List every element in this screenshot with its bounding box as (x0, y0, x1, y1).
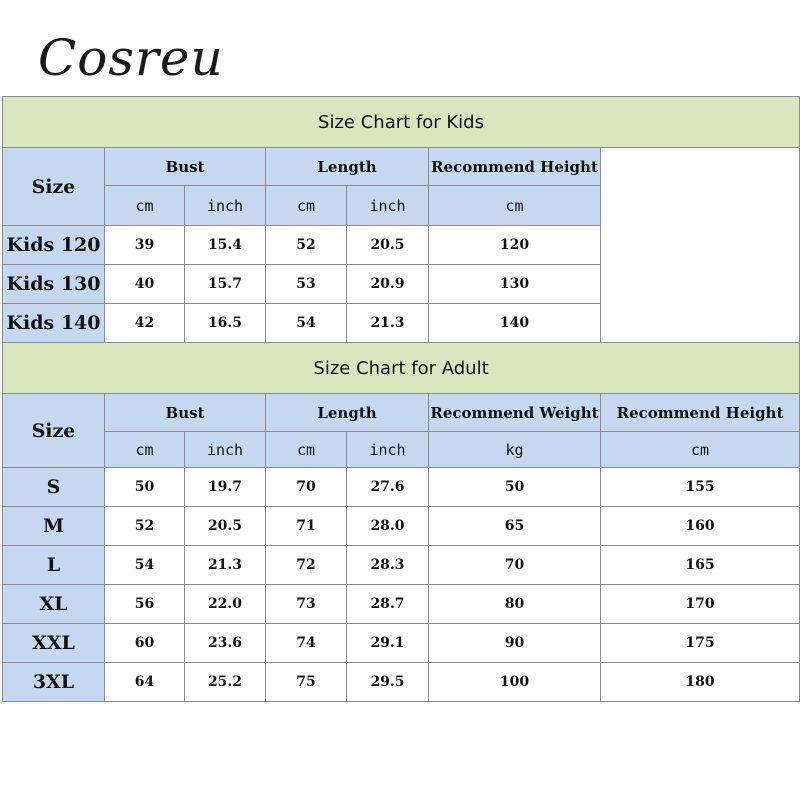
adult-length-inch-cell: 28.7 (347, 585, 429, 624)
kids-bust-header: Bust (105, 148, 266, 186)
adult-length-cm-cell: 70 (266, 468, 347, 507)
kids-title-row (3, 97, 800, 148)
adult-bust-cm-cell: 56 (105, 585, 185, 624)
kids-length-inch-cell: 21.3 (347, 304, 429, 343)
adult-chart-title: Size Chart for Adult (3, 343, 800, 394)
adult-bust-inch-cell: 19.7 (185, 468, 266, 507)
adult-bust-cm-cell: 60 (105, 624, 185, 663)
adult-unit-length-inch: inch (347, 432, 429, 468)
kids-unit-length-inch: inch (347, 186, 429, 226)
adult-length-cm-cell: 71 (266, 507, 347, 546)
adult-length-cm-cell: 72 (266, 546, 347, 585)
adult-unit-bust-inch: inch (185, 432, 266, 468)
adult-bust-cm-cell: 50 (105, 468, 185, 507)
adult-length-cm-cell: 75 (266, 663, 347, 702)
adult-length-inch-cell: 27.6 (347, 468, 429, 507)
adult-weight-cell: 65 (429, 507, 601, 546)
table-row (3, 663, 800, 702)
adult-bust-header: Bust (105, 394, 266, 432)
table-row (3, 546, 800, 585)
adult-bust-inch-cell: 25.2 (185, 663, 266, 702)
adult-weight-cell: 90 (429, 624, 601, 663)
kids-unit-length-cm: cm (266, 186, 347, 226)
adult-bust-inch-cell: 22.0 (185, 585, 266, 624)
adult-weight-cell: 70 (429, 546, 601, 585)
kids-height-header: Recommend Height (429, 148, 601, 186)
adult-bust-inch-cell: 23.6 (185, 624, 266, 663)
adult-size-cell: 3XL (3, 663, 105, 702)
table-row (3, 468, 800, 507)
adult-length-cm-cell: 73 (266, 585, 347, 624)
kids-unit-height: cm (429, 186, 601, 226)
adult-unit-weight: kg (429, 432, 601, 468)
kids-size-cell: Kids 140 (3, 304, 105, 343)
adult-height-cell: 155 (601, 468, 800, 507)
adult-height-cell: 160 (601, 507, 800, 546)
kids-size-cell: Kids 130 (3, 265, 105, 304)
adult-length-inch-cell: 28.0 (347, 507, 429, 546)
adult-bust-inch-cell: 21.3 (185, 546, 266, 585)
adult-height-cell: 175 (601, 624, 800, 663)
brand-logo: Cosreu (38, 29, 224, 87)
adult-units-row (3, 432, 800, 468)
adult-height-cell: 180 (601, 663, 800, 702)
adult-size-cell: S (3, 468, 105, 507)
adult-unit-length-cm: cm (266, 432, 347, 468)
kids-length-cm-cell: 52 (266, 226, 347, 265)
adult-size-cell: XL (3, 585, 105, 624)
adult-unit-bust-cm: cm (105, 432, 185, 468)
kids-height-cell: 130 (429, 265, 601, 304)
adult-weight-header: Recommend Weight (429, 394, 601, 432)
kids-bust-inch-cell: 15.7 (185, 265, 266, 304)
adult-weight-cell: 50 (429, 468, 601, 507)
adult-bust-cm-cell: 52 (105, 507, 185, 546)
adult-size-cell: L (3, 546, 105, 585)
kids-size-header: Size (3, 148, 105, 226)
kids-height-cell: 120 (429, 226, 601, 265)
kids-blank-area (601, 148, 800, 343)
kids-bust-cm-cell: 39 (105, 226, 185, 265)
adult-height-header: Recommend Height (601, 394, 800, 432)
kids-height-cell: 140 (429, 304, 601, 343)
kids-length-inch-cell: 20.5 (347, 226, 429, 265)
kids-chart-title: Size Chart for Kids (3, 97, 800, 148)
adult-length-inch-cell: 29.5 (347, 663, 429, 702)
adult-length-header: Length (266, 394, 429, 432)
adult-unit-height: cm (601, 432, 800, 468)
size-chart-table (2, 96, 800, 702)
adult-bust-cm-cell: 64 (105, 663, 185, 702)
adult-height-cell: 165 (601, 546, 800, 585)
table-row (3, 507, 800, 546)
adult-height-cell: 170 (601, 585, 800, 624)
table-row (3, 585, 800, 624)
kids-bust-inch-cell: 16.5 (185, 304, 266, 343)
kids-length-cm-cell: 54 (266, 304, 347, 343)
adult-length-cm-cell: 74 (266, 624, 347, 663)
table-row (3, 624, 800, 663)
kids-header-row (3, 148, 800, 186)
kids-unit-bust-inch: inch (185, 186, 266, 226)
adult-length-inch-cell: 29.1 (347, 624, 429, 663)
adult-weight-cell: 80 (429, 585, 601, 624)
adult-bust-cm-cell: 54 (105, 546, 185, 585)
adult-weight-cell: 100 (429, 663, 601, 702)
kids-length-header: Length (266, 148, 429, 186)
adult-bust-inch-cell: 20.5 (185, 507, 266, 546)
kids-bust-inch-cell: 15.4 (185, 226, 266, 265)
kids-bust-cm-cell: 40 (105, 265, 185, 304)
adult-length-inch-cell: 28.3 (347, 546, 429, 585)
adult-size-header: Size (3, 394, 105, 468)
kids-unit-bust-cm: cm (105, 186, 185, 226)
kids-size-cell: Kids 120 (3, 226, 105, 265)
adult-header-row (3, 394, 800, 432)
adult-size-cell: XXL (3, 624, 105, 663)
kids-length-inch-cell: 20.9 (347, 265, 429, 304)
adult-title-row (3, 343, 800, 394)
kids-length-cm-cell: 53 (266, 265, 347, 304)
adult-size-cell: M (3, 507, 105, 546)
kids-bust-cm-cell: 42 (105, 304, 185, 343)
